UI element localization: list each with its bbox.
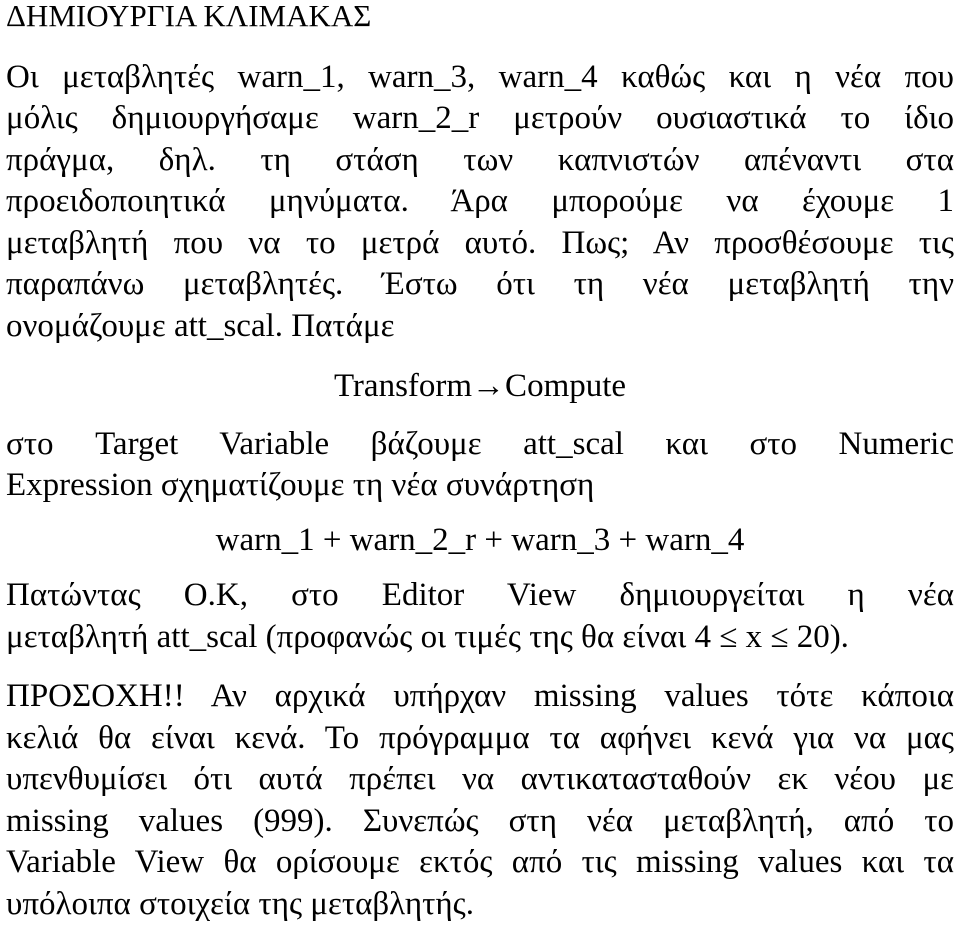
paragraph-line: υπενθυμίσει ότι αυτά πρέπει να αντικατασταθούν εκ νέου με (6, 761, 954, 797)
paragraph-line: μόλις δημιουργήσαμε warn_2_r μετρούν ουσιαστικά το ίδιο (6, 100, 954, 136)
paragraph-line: ονομάζουμε att_scal. Πατάμε (6, 308, 395, 344)
paragraph-line: υπόλοιπα στοιχεία της μεταβλητής. (6, 886, 474, 922)
paragraph-line: μεταβλητή που να το μετρά αυτό. Πως; Αν προσθέσουμε τις (6, 225, 954, 261)
paragraph-line: Πατώντας Ο.Κ, στο Editor View δημιουργείται η νέα (6, 577, 954, 613)
paragraph-line: μεταβλητή att_scal (προφανώς οι τιμές της θα είναι 4 ≤ x ≤ 20). (6, 619, 849, 655)
paragraph-line: πράγμα, δηλ. τη στάση των καπνιστών απέναντι στα (6, 142, 954, 178)
paragraph-line: προειδοποιητικά μηνύματα. Άρα μπορούμε να έχουμε 1 (6, 183, 954, 219)
formula-expression: warn_1 + warn_2_r + warn_3 + warn_4 (215, 522, 745, 558)
document-title: ΔΗΜΙΟΥΡΓΙΑ ΚΛΙΜΑΚΑΣ (6, 0, 372, 33)
paragraph-line: Expression σχηματίζουμε τη νέα συνάρτηση (6, 467, 595, 503)
paragraph-line: Οι μεταβλητές warn_1, warn_3, warn_4 καθώς και η νέα που (6, 59, 954, 95)
paragraph-line: παραπάνω μεταβλητές. Έστω ότι τη νέα μεταβλητή την (6, 266, 954, 302)
paragraph-line: Variable View θα ορίσουμε εκτός από τις missing values και τα (6, 844, 954, 880)
paragraph-line: κελιά θα είναι κενά. Το πρόγραμμα τα αφήνει κενά για να μας (6, 720, 954, 756)
paragraph-line: missing values (999). Συνεπώς στη νέα μεταβλητή, από το (6, 803, 954, 839)
paragraph-line: στο Target Variable βάζουμε att_scal και στο Numeric (6, 426, 954, 462)
menu-path: Transform→Compute (333, 368, 627, 404)
paragraph-line: ΠΡΟΣΟΧΗ!! Αν αρχικά υπήρχαν missing values τότε κάποια (6, 678, 954, 714)
